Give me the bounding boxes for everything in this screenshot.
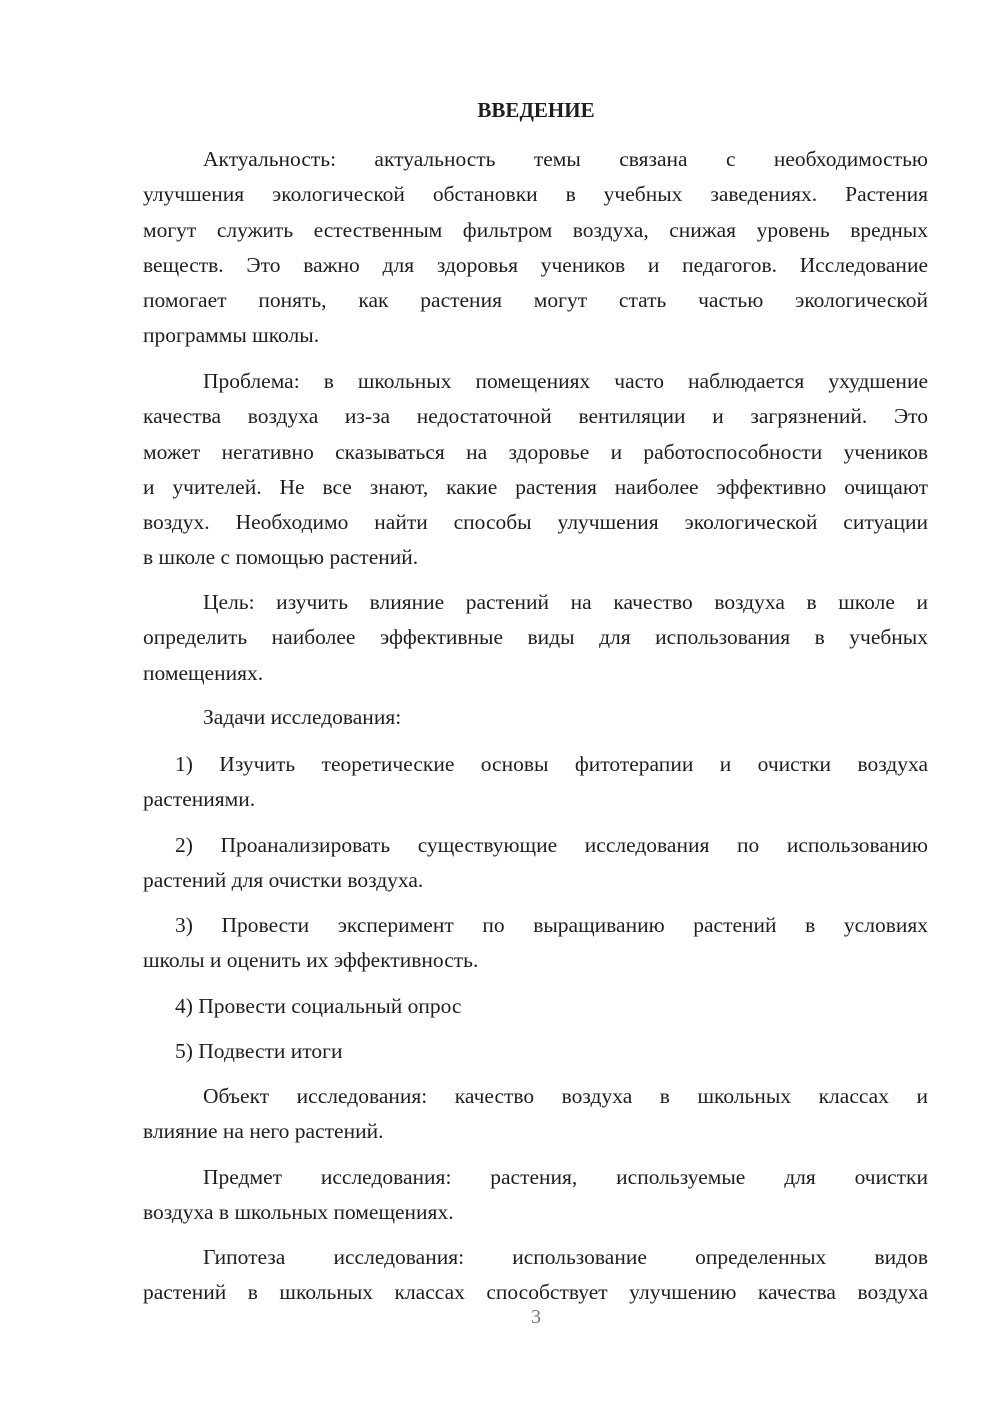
paragraph xyxy=(143,1240,928,1311)
text-line: воздуха в школьных помещениях. xyxy=(143,1200,454,1225)
text-line: Гипотеза исследования: использование определенных видов xyxy=(203,1245,928,1269)
text-line: могут служить естественным фильтром воздуха, снижая уровень вредных xyxy=(143,217,928,242)
text-line: программы школы. xyxy=(143,323,320,348)
text-line: 4) Провести социальный опрос xyxy=(175,994,462,1018)
text-line: качества воздуха из-за недостаточной вентиляции и загрязнений. Это xyxy=(143,404,928,429)
page-title: ВВЕДЕНИЕ xyxy=(477,98,595,122)
text-line: Проблема: в школьных помещениях часто наблюдается ухудшение xyxy=(203,369,928,393)
text-line: школы и оценить их эффективность. xyxy=(143,948,479,973)
text-line: Задачи исследования: xyxy=(203,705,402,729)
text-line: воздух. Необходимо найти способы улучшения экологической ситуации xyxy=(143,510,928,535)
page-number: 3 xyxy=(531,1306,541,1328)
list-item xyxy=(143,1034,928,1069)
paragraph xyxy=(143,1079,928,1150)
text-line: Актуальность: актуальность темы связана с необходимостью xyxy=(203,147,928,171)
list-item xyxy=(143,747,928,818)
paragraph xyxy=(143,585,928,691)
text-line: и учителей. Не все знают, какие растения наиболее эффективно очищают xyxy=(143,474,928,499)
paragraph xyxy=(143,1160,928,1231)
text-line: 1) Изучить теоретические основы фитотерапии и очистки воздуха xyxy=(175,752,928,776)
list-item xyxy=(143,989,928,1024)
text-line: растений для очистки воздуха. xyxy=(143,868,424,893)
text-line: 5) Подвести итоги xyxy=(175,1039,343,1063)
paragraph xyxy=(143,142,928,354)
text-line: в школе с помощью растений. xyxy=(143,545,419,570)
text-line: Предмет исследования: растения, используемые для очистки xyxy=(203,1165,928,1189)
paragraph xyxy=(143,700,928,735)
list-item xyxy=(143,828,928,899)
text-line: Цель: изучить влияние растений на качество воздуха в школе и xyxy=(203,590,928,614)
text-line: веществ. Это важно для здоровья учеников и педагогов. Исследование xyxy=(143,252,928,277)
text-line: Объект исследования: качество воздуха в школьных классах и xyxy=(203,1084,928,1108)
text-line: 3) Провести эксперимент по выращиванию растений в условиях xyxy=(175,913,928,937)
text-line: улучшения экологической обстановки в учебных заведениях. Растения xyxy=(143,182,928,207)
paragraph xyxy=(143,364,928,576)
text-line: определить наиболее эффективные виды для использования в учебных xyxy=(143,625,928,650)
text-line: растениями. xyxy=(143,787,256,812)
text-line: помогает понять, как растения могут стать частью экологической xyxy=(143,288,928,313)
list-item xyxy=(143,908,928,979)
text-line: растений в школьных классах способствует улучшению качества воздуха xyxy=(143,1280,928,1305)
text-line: может негативно сказываться на здоровье и работоспособности учеников xyxy=(143,439,928,464)
text-line: помещениях. xyxy=(143,660,264,685)
text-line: 2) Проанализировать существующие исследования по использованию xyxy=(175,833,928,857)
text-line: влияние на него растений. xyxy=(143,1119,384,1144)
